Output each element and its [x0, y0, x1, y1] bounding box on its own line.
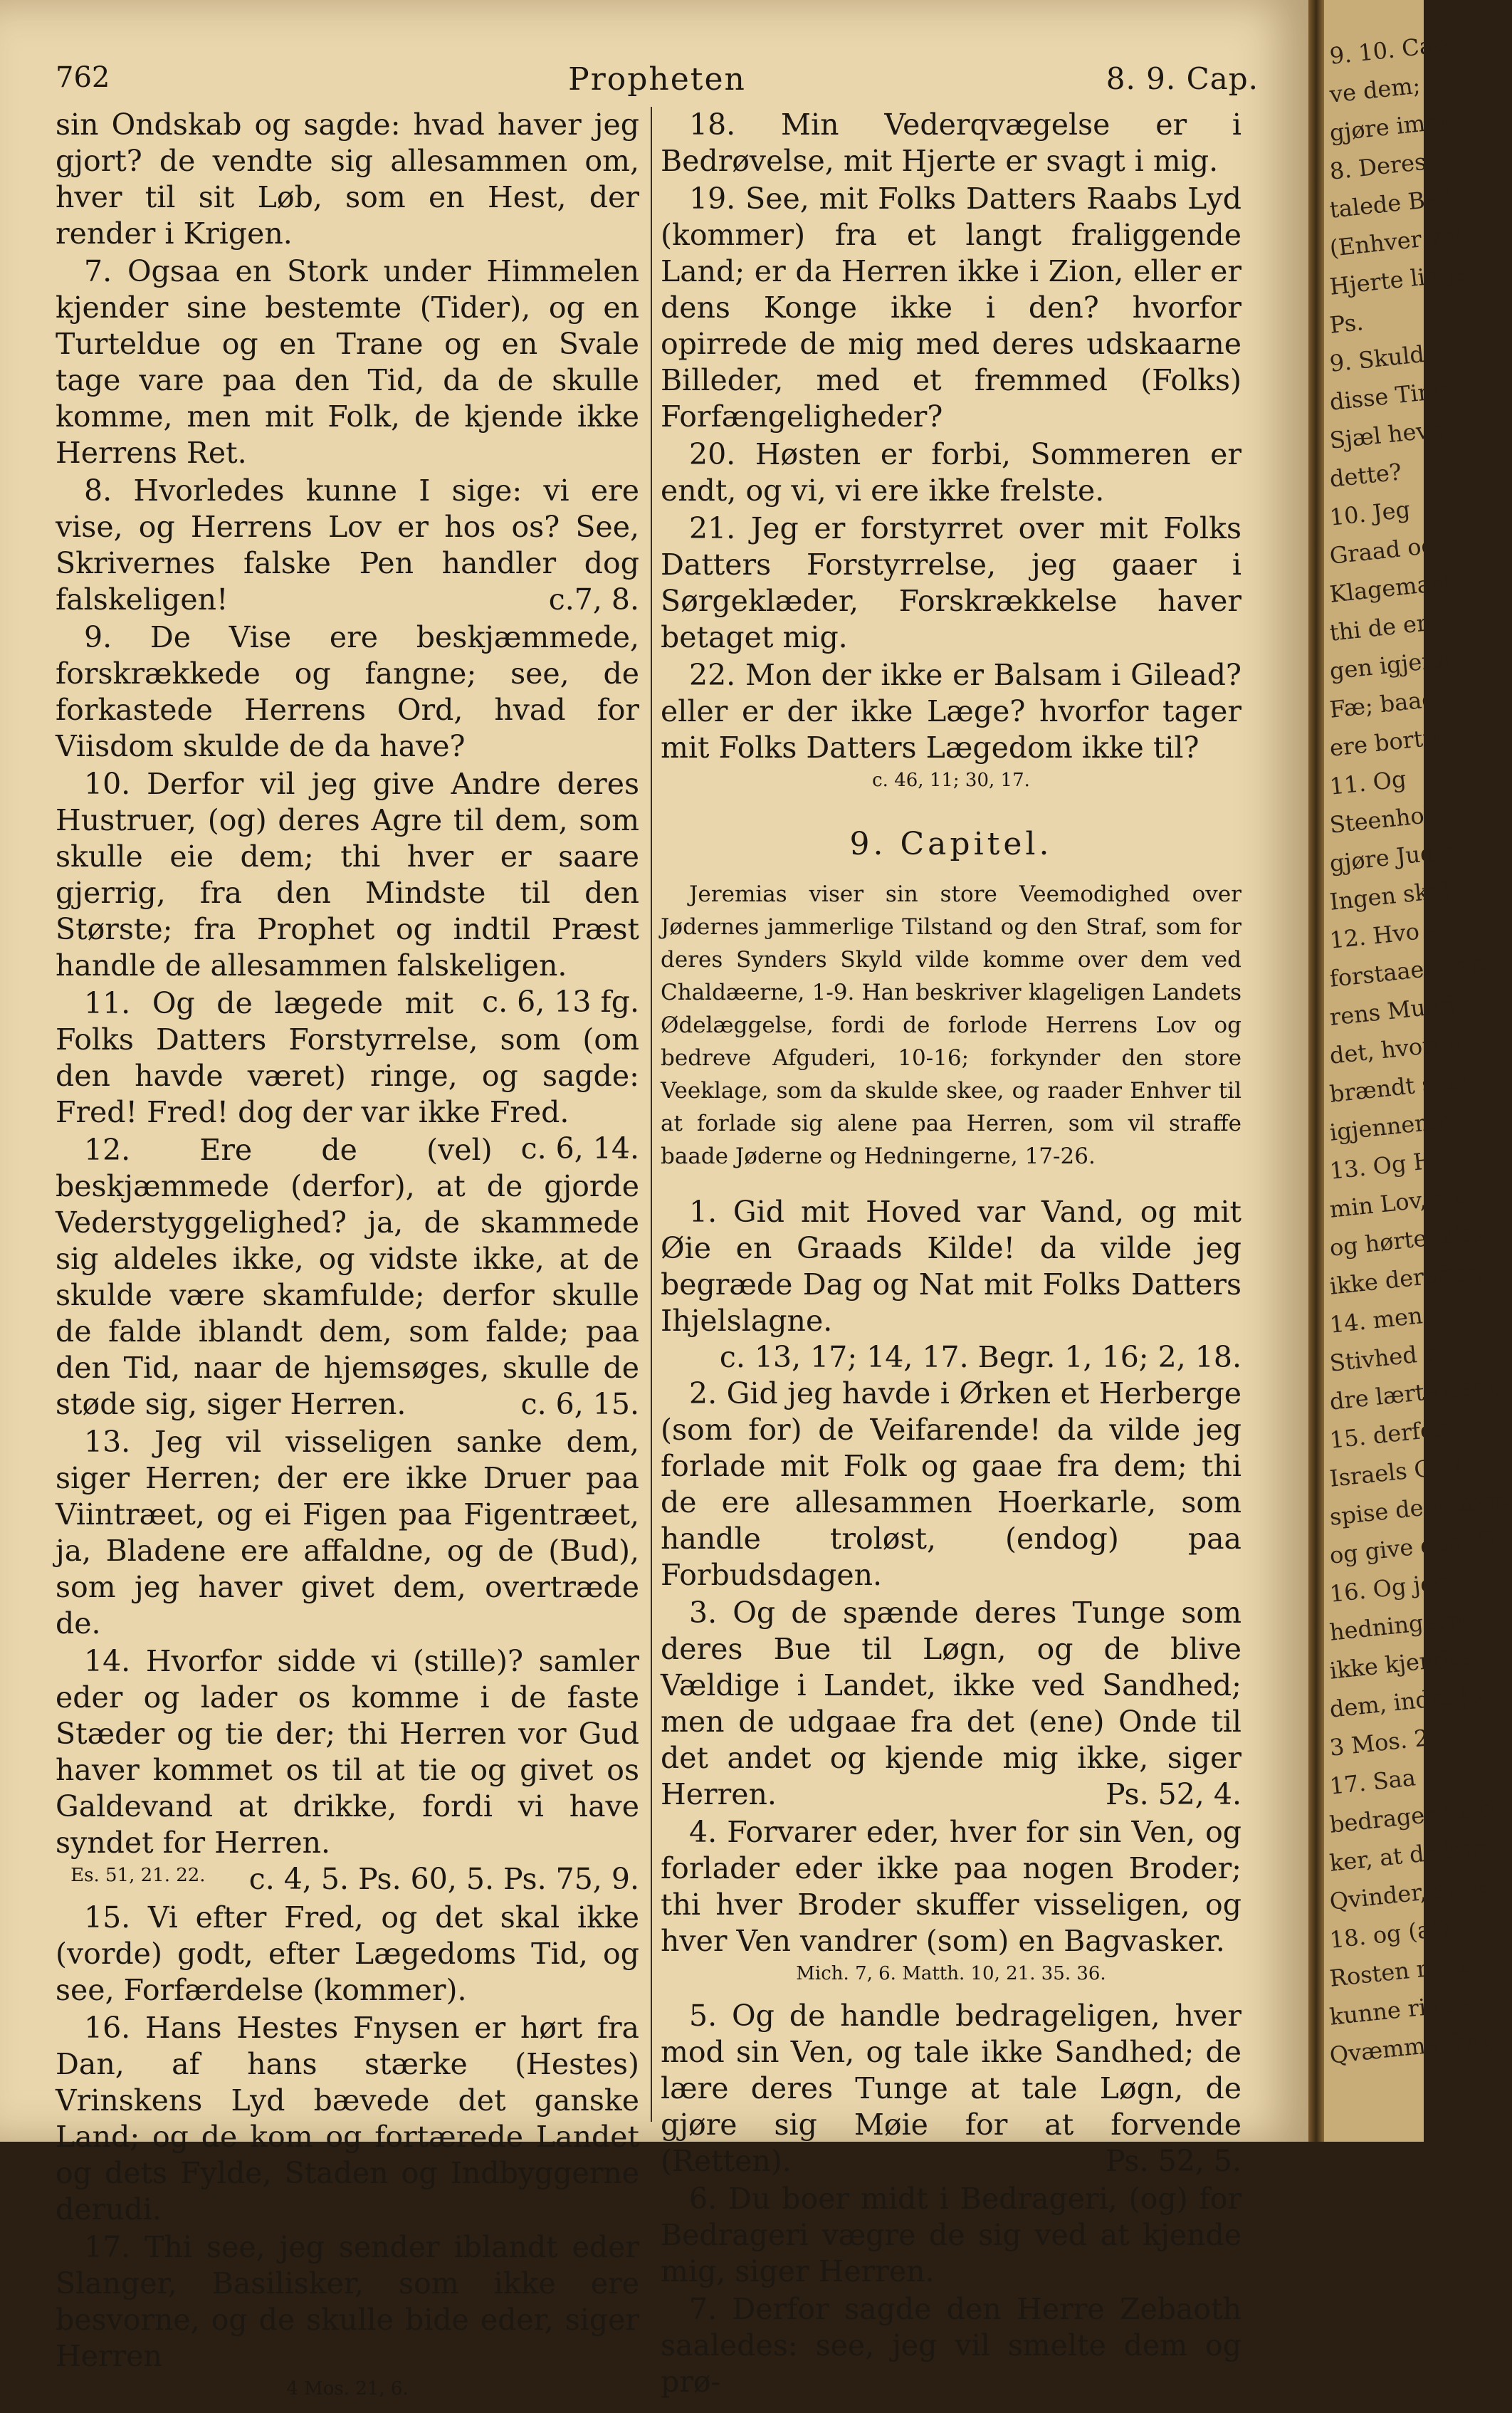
next-page-fragment: 10. Jeg: [1328, 496, 1412, 531]
verse-text: 16. Hans Hestes Fnysen er hørt fra Dan, af hans stærke (Hestes) Vrinskens Lyd bævede det ganske Land; og de kom og fortærede Landet og dets Fylde, Staden og Indbyggerne derudi.: [56, 2011, 639, 2226]
next-page-fragment: 12. Hvo e: [1328, 915, 1442, 954]
verse: [661, 1814, 1241, 1959]
next-page-fragment: 13. Og He: [1328, 1145, 1448, 1185]
verse: [661, 1341, 1241, 1593]
verse-text: 8. Hvorledes kunne I sige: vi ere vise, og Herrens Lov er hos os? See, Skrivernes falske Pen handler dog falskeligen!: [56, 473, 639, 617]
column-divider: [651, 107, 652, 2122]
verse: [56, 473, 639, 618]
verse: [56, 107, 639, 252]
next-page-fragment: disse Ting: [1328, 376, 1449, 416]
verse-text: 4. Forvarer eder, hver for sin Ven, og forlader eder ikke paa nogen Broder; thi hver Broder skuffer visseligen, og hver Ven vandrer (som) en Bagvasker.: [661, 1815, 1241, 1958]
book-gutter: [1308, 0, 1324, 2142]
verse-text: 22. Mon der ikke er Balsam i Gilead? eller er der ikke Læge? hvorfor tager mit Folks Datters Lægedom ikke til?: [661, 658, 1241, 765]
next-page-edge: [1324, 0, 1512, 2142]
right-column-verses-chapter-9: [661, 1194, 1241, 2400]
next-page-fragment: brændt som: [1328, 1066, 1470, 1108]
verse: [56, 253, 639, 471]
next-page-fragment: gjøre imod: [1328, 106, 1455, 147]
verse-text: 3. Og de spænde deres Tunge som deres Bue til Løgn, og de blive Vældige i Landet, ikke ved Sandhed; men de udgaae fra det (ene) Onde til det andet og kjende mig ikke, siger Herren.: [661, 1596, 1241, 1811]
verse: [661, 436, 1241, 509]
next-page-fragment: Hjerte ligge: [1328, 258, 1469, 300]
verse-cross-reference: c. 13, 17; 14, 17. Begr. 1, 16; 2, 18.: [719, 1340, 1241, 1374]
verse-text: 17. Thi see, jeg sender iblandt eder Slanger, Basilisker, som ikke ere besvorne, og de skulle bide eder, siger Herren: [56, 2230, 639, 2373]
footnote-reference: c. 46, 11; 30, 17.: [872, 770, 1030, 791]
verse: [56, 1132, 639, 1423]
next-page-fragment: ve dem;: [1328, 71, 1422, 108]
verse-text: sin Ondskab og sagde: hvad haver jeg gjort? de vendte sig allesammen om, hver til sit Løb, som en Hest, der render i Krigen.: [56, 108, 639, 251]
chapter-indicator: 8. 9. Cap.: [1106, 61, 1259, 96]
next-page-fragment: 14. men: [1328, 1302, 1424, 1339]
next-page-fragment: talede Bed: [1328, 183, 1454, 224]
next-page-fragment: Israels Gud,: [1328, 1450, 1470, 1492]
verse: [661, 657, 1241, 766]
left-column: [56, 107, 639, 2413]
next-page-fragment: thi de ere: [1328, 607, 1442, 647]
next-page-fragment: Ps.: [1328, 308, 1365, 339]
next-page-fragment: ker, at de kom: [1328, 1832, 1495, 1877]
verse-text: 1. Gid mit Hoved var Vand, og mit Øie en Graads Kilde! da vilde jeg begræde Dag og Nat mit Folks Datters Ihjelslagne.: [661, 1195, 1241, 1338]
verse: [56, 1900, 639, 2009]
running-title: Propheten: [568, 61, 746, 98]
next-page-fragment: Steenhobe,: [1328, 797, 1461, 839]
chapter-heading: 9. Capitel.: [849, 826, 1053, 862]
next-page-fragment: ikke kjendte,: [1328, 1642, 1480, 1685]
chapter-summary: Jeremias viser sin store Veemodighed over Jødernes jammerlige Tilstand og den Straf, som for deres Synders Skyld vilde komme over dem ved Chaldæerne, 1-9. Han beskriver klageligen Landets Ødelæggelse, fordi de forlode Herrens Lov og bedreve Afguderi, 10-16; forkynder den store Veeklage, som da skulde skee, og raader Enhver til at forlade sig alene paa Herren, som vil straffe baade Jøderne og Hedningerne, 17-26.: [661, 881, 1241, 1169]
next-page-fragment: gen igjenn: [1328, 645, 1453, 685]
next-page-fragment: hedningerne,: [1328, 1603, 1484, 1646]
next-page-fragment: forstaaer dett: [1328, 948, 1490, 993]
next-page-fragment: 16. Og jeg: [1328, 1568, 1450, 1608]
next-page-fragment: spise dem, nem: [1328, 1485, 1511, 1531]
next-page-fragment: 11. Og: [1328, 765, 1408, 800]
verse-text: 5. Og de handle bedrageligen, hver mod sin Ven, og tale ikke Sandhed; de lære deres Tunge at tale Løgn, de gjøre sig Møie for at forvende (Retten).: [661, 1999, 1241, 2178]
verse-text: 6. Du boer midt i Bedrageri, (og) for Bedrageri vægre de sig ved at kjende mig, siger Herren.: [661, 2182, 1241, 2288]
next-page-fragment: kunne rinde: [1328, 1989, 1470, 2031]
next-page-fragment: 17. Saa: [1328, 1764, 1417, 1800]
page-number: 762: [56, 61, 110, 94]
footnote-reference: Es. 51, 21. 22.: [70, 1865, 206, 1886]
next-page-fragment: dre lærte dem,: [1328, 1370, 1503, 1415]
verse-cross-reference: c. 6, 14.: [520, 1131, 639, 1166]
next-page-fragment: igjennem?: [1328, 1106, 1450, 1146]
verse-text: 2. Gid jeg havde i Ørken et Herberge (som for) de Veifarende! da vilde jeg forlade mit Folk og gaae fra dem; thi de ere allesammen Hoerkarle, som handle troløst, (endog) paa Forbudsdagen.: [661, 1376, 1241, 1592]
next-page-fragment: Qvæmme flyd: [1328, 2025, 1490, 2069]
verse-cross-reference: c. 6, 15.: [520, 1387, 639, 1421]
verse: [56, 619, 639, 765]
next-page-fragment: det, hvorfor: [1328, 1027, 1468, 1069]
verse-text: 20. Høsten er forbi, Sommeren er endt, og vi, vi ere ikke frelste.: [661, 437, 1241, 508]
next-page-fragment: Graad og: [1328, 531, 1437, 570]
verse: [661, 2291, 1241, 2400]
next-page-fragment: ikke derefter,: [1328, 1257, 1486, 1300]
next-page-fragment: 9. Skuld: [1328, 340, 1426, 377]
verse: [661, 181, 1241, 435]
next-page-fragment: Qvinder, at de: [1328, 1871, 1493, 1915]
next-page-fragment: 18. og (at): [1328, 1914, 1450, 1954]
verse: [661, 107, 1241, 179]
page-header: [56, 61, 1259, 104]
footnote-reference: 4 Mos. 21, 6.: [286, 2378, 409, 2399]
next-page-fragment: og hørte ikke: [1328, 1218, 1484, 1262]
verse: [661, 511, 1241, 656]
next-page-fragment: Klagemaal: [1328, 568, 1453, 608]
verse: [56, 2010, 639, 2228]
next-page-fragment: Sjæl hevn: [1328, 415, 1445, 454]
verse: [661, 2181, 1241, 2290]
next-page-fragment: ere bortfle: [1328, 722, 1453, 762]
verse-text: 7. Derfor sagde den Herre Zebaoth saaledes: see, jeg vil smelte dem og prø-: [661, 2292, 1241, 2399]
next-page-fragment: 8. Deres: [1328, 147, 1428, 185]
verse-cross-reference: Ps. 52, 4.: [1106, 1777, 1241, 1811]
verse-text: 10. Derfor vil jeg give Andre deres Hustruer, (og) deres Agre til dem, som skulle eie dem; thi hver er saare gjerrig, fra den Mindste til den Største; fra Prophet og indtil Præst handle de allesammen falskeligen.: [56, 767, 639, 983]
next-page-fragment: Ingen skal: [1328, 876, 1451, 916]
next-page-fragment: dette?: [1328, 458, 1403, 493]
footnote-reference: Mich. 7, 6. Matth. 10, 21. 35. 36.: [796, 1963, 1106, 1984]
next-page-fragment: og give dem G: [1328, 1524, 1497, 1569]
verse-text: 13. Jeg vil visseligen sanke dem, siger Herren; der ere ikke Druer paa Viintræet, og ei Figen paa Figentræet, ja, Bladene ere affaldne, og de (Bud), som jeg haver givet dem, overtræde de.: [56, 1425, 639, 1640]
verse-text: 14. Hvorfor sidde vi (stille)? samler eder og lader os komme i de faste Stæder og tie der; thi Herren vor Gud haver kommet os til at tie og givet os Galdevand at drikke, fordi vi have syndet for Herren.: [56, 1644, 639, 1860]
next-page-fragment: (Enhver vel: [1328, 221, 1464, 262]
next-page-fragment: Rosten med: [1328, 1950, 1468, 1992]
verse: [661, 1194, 1241, 1374]
verse-text: 7. Ogsaa en Stork under Himmelen kjender sine bestemte (Tider), og en Turteldue og en Trane og en Svale tage vare paa den Tid, da de skulle komme, men mit Folk, de kjende ikke Herrens Ret.: [56, 254, 639, 470]
right-column-verses-chapter-8: [661, 107, 1241, 793]
verse-cross-reference: c.7, 8.: [548, 582, 639, 617]
verse: [661, 1998, 1241, 2179]
verse-text: 12. Ere de (vel) beskjæmmede (derfor), at de gjorde Vederstyggelighed? ja, de skammede sig aldeles ikke, og vidste ikke, at de skulde være skamfulde; derfor skulle de falde iblandt dem, som falde; paa den Tid, naar de hjemsøges, skulle de støde sig, siger Herren.: [56, 1133, 639, 1421]
verse: [56, 2229, 639, 2375]
next-page-fragment: 15. derfor: [1328, 1415, 1447, 1454]
next-page-fragment: bedrager (dette: [1328, 1792, 1512, 1838]
right-column: [661, 107, 1241, 2402]
next-page-fragment: gjøre Judæ: [1328, 837, 1458, 877]
verse-text: 19. See, mit Folks Datters Raabs Lyd (kommer) fra et langt fraliggende Land; er da Herren ikke i Zion, eller er dens Konge ikke i den? hvorfor opirrede de mig med deres udskaarne Billeder, med et fremmed (Folks) Forfængeligheder?: [661, 182, 1241, 434]
verse-text: 15. Vi efter Fred, og det skal ikke (vorde) godt, efter Lægedoms Tid, og see, Forfærdelse (kommer).: [56, 1900, 639, 2007]
next-page-fragment: Fæ; baad: [1328, 685, 1438, 723]
verse: [56, 766, 639, 1019]
next-page-fragment: min Lov, som: [1328, 1180, 1482, 1223]
verse-cross-reference: c. 6, 13 fg.: [482, 985, 639, 1019]
verse-text: 11. Og de lægede mit Folks Datters Forstyrrelse, som (om den havde været) ringe, og sagde: Fred! Fred! dog der var ikke Fred.: [56, 986, 639, 1129]
verse-text: 9. De Vise ere beskjæmmede, forskrækkede og fangne; see, de forkastede Herrens Ord, hvad for Viisdom skulde de da have?: [56, 620, 639, 763]
verse-cross-reference: c. 4, 5. Ps. 60, 5. Ps. 75, 9.: [248, 1862, 639, 1896]
verse: [661, 1595, 1241, 1813]
next-page-fragment: 9. 10. Cap.: [1328, 29, 1456, 70]
verse-text: 18. Min Vederqvægelse er i Bedrøvelse, mit Hjerte er svagt i mig.: [661, 108, 1241, 178]
next-page-fragment: dem, indtil je: [1328, 1680, 1483, 1723]
next-page-fragment: rens Mund: [1328, 990, 1456, 1031]
next-page-fragment: Stivhed og: [1328, 1336, 1454, 1377]
next-page-fragment: 3 Mos. 2: [1328, 1724, 1430, 1762]
verse-cross-reference: Ps. 52, 5.: [1106, 2144, 1241, 2178]
verse-text: 21. Jeg er forstyrret over mit Folks Datters Forstyrrelse, jeg gaaer i Sørgeklæder, Forskrækkelse haver betaget mig.: [661, 511, 1241, 654]
verse: [56, 1424, 639, 1642]
